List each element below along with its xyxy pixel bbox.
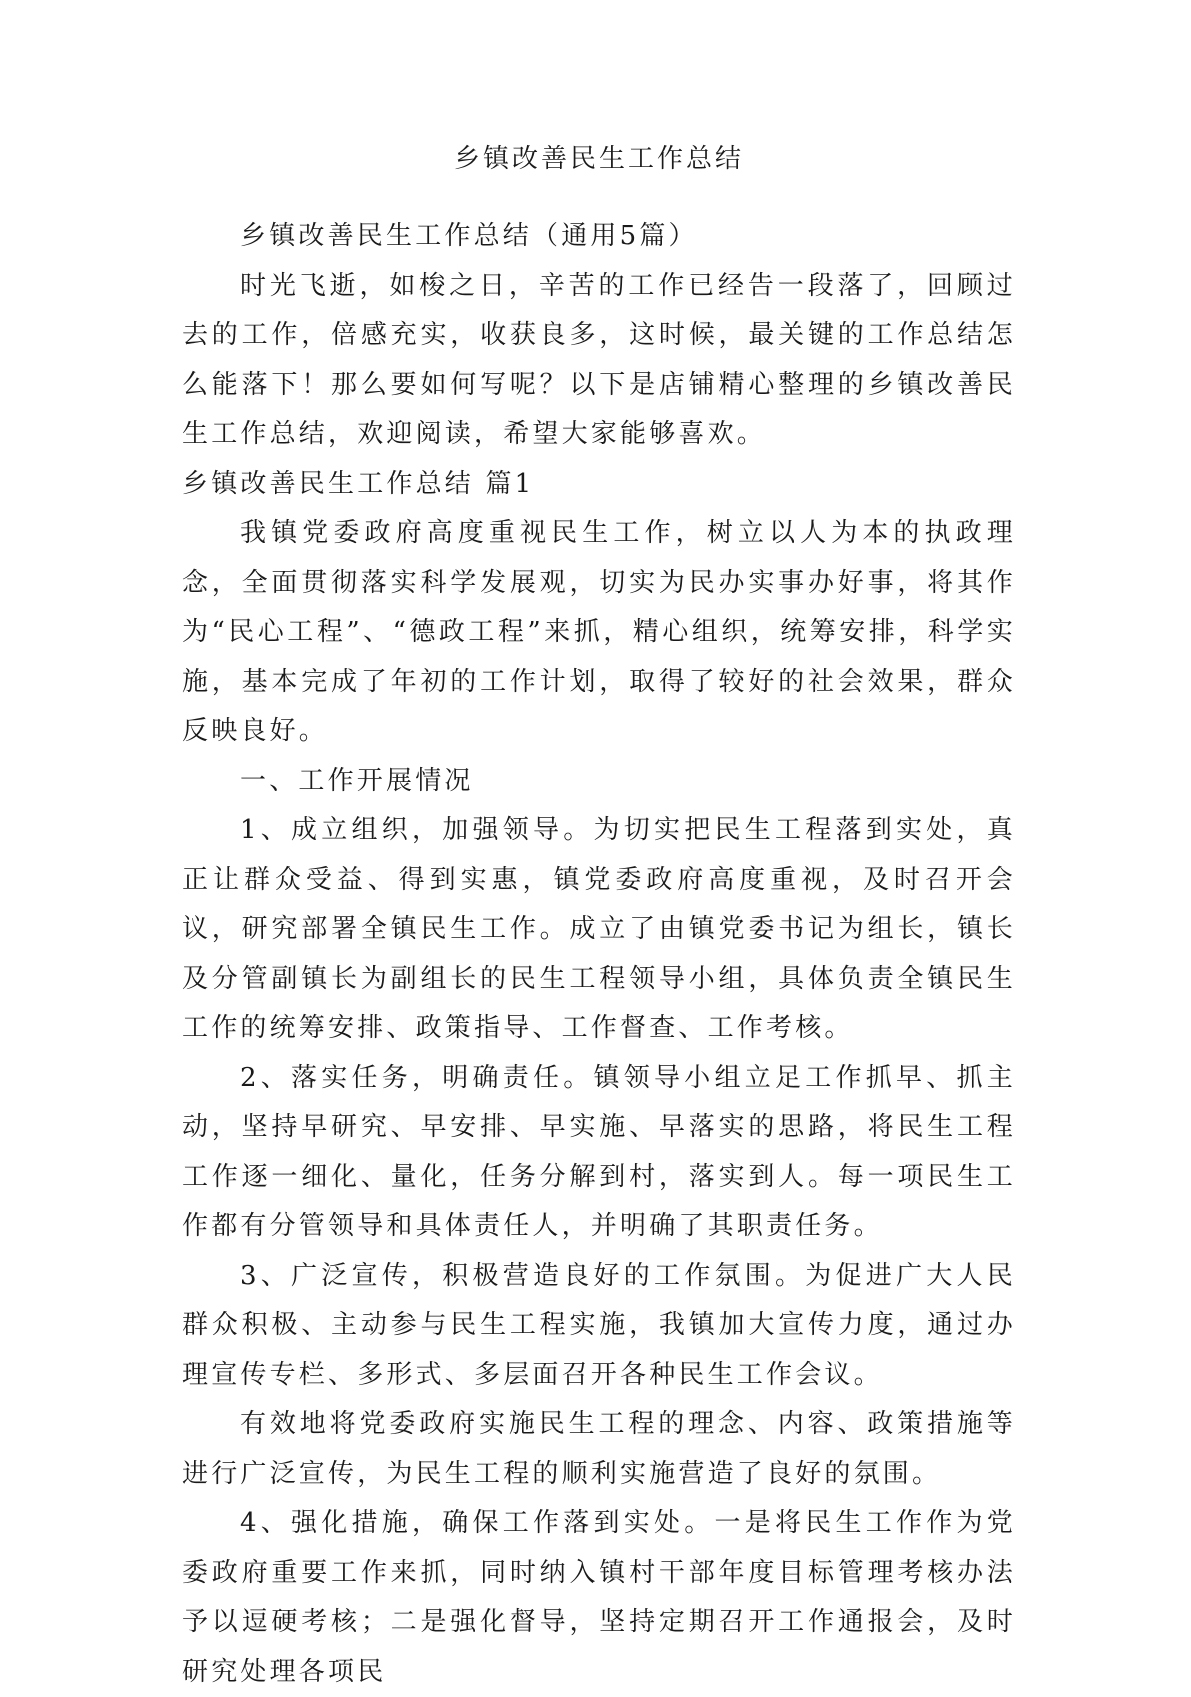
- subtitle-paragraph: 乡镇改善民生工作总结（通用5篇）: [240, 221, 698, 251]
- body-paragraph: 有效地将党委政府实施民生工程的理念、内容、政策措施等进行广泛宣传，为民生工程的顺利实施营造了良好的氛围。: [182, 1409, 1016, 1489]
- body-paragraph: 2、落实任务，明确责任。镇领导小组立足工作抓早、抓主动，坚持早研究、早安排、早实施、早落实的思路，将民生工程工作逐一细化、量化，任务分解到村，落实到人。每一项民生工作都有分管领导和具体责任人，并明确了其职责任务。: [182, 1062, 1016, 1241]
- subsection-heading: 一、工作开展情况: [240, 765, 474, 796]
- section-heading: 乡镇改善民生工作总结 篇1: [182, 468, 535, 499]
- intro-paragraph: 时光飞逝，如梭之日，辛苦的工作已经告一段落了，回顾过去的工作，倍感充实，收获良多，这时候，最关键的工作总结怎么能落下！那么要如何写呢？以下是店铺精心整理的乡镇改善民生工作总结，欢迎阅读，希望大家能够喜欢。: [182, 270, 1016, 449]
- document-body: [182, 134, 1016, 1697]
- document-title: 乡镇改善民生工作总结: [453, 144, 744, 174]
- body-paragraph: 我镇党委政府高度重视民生工作，树立以人为本的执政理念，全面贯彻落实科学发展观，切实为民办实事办好事，将其作为“民心工程”、“德政工程”来抓，精心组织，统筹安排，科学实施，基本完成了年初的工作计划，取得了较好的社会效果，群众反映良好。: [182, 518, 1016, 746]
- body-paragraph: 1、成立组织，加强领导。为切实把民生工程落到实处，真正让群众受益、得到实惠，镇党委政府高度重视，及时召开会议，研究部署全镇民生工作。成立了由镇党委书记为组长，镇长及分管副镇长为副组长的民生工程领导小组，具体负责全镇民生工作的统筹安排、政策指导、工作督查、工作考核。: [182, 815, 1016, 1043]
- body-paragraph: 3、广泛宣传，积极营造良好的工作氛围。为促进广大人民群众积极、主动参与民生工程实施，我镇加大宣传力度，通过办理宣传专栏、多形式、多层面召开各种民生工作会议。: [182, 1260, 1016, 1390]
- body-paragraph: 4、强化措施，确保工作落到实处。一是将民生工作作为党委政府重要工作来抓，同时纳入镇村干部年度目标管理考核办法予以逗硬考核；二是强化督导，坚持定期召开工作通报会，及时研究处理各项民: [182, 1508, 1016, 1687]
